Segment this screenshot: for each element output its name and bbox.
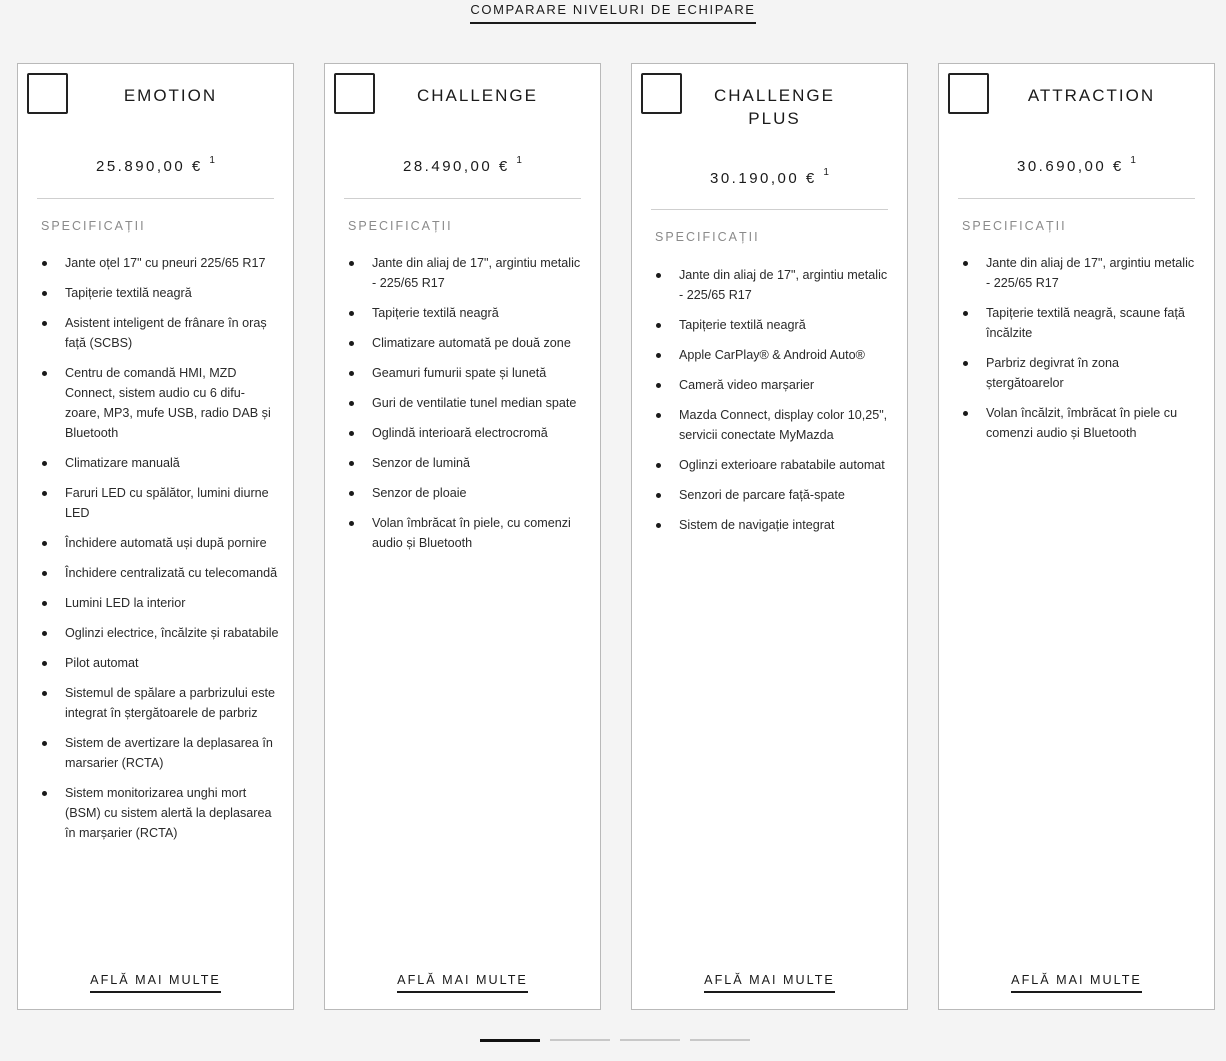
price-value: 28.490,00 € xyxy=(403,158,510,175)
feature-item: Sistem de navigație integrat xyxy=(655,515,893,535)
feature-item: Sistem monitorizarea unghi mort (BSM) cu sistem alertă la deplasarea în marșarier (RCTA) xyxy=(41,783,279,843)
learn-more-link[interactable]: AFLĂ MAI MULTE xyxy=(704,973,835,993)
compare-checkbox[interactable] xyxy=(641,73,682,114)
price-footnote: 1 xyxy=(1130,155,1136,166)
price-footnote: 1 xyxy=(823,167,829,178)
learn-more-link[interactable]: AFLĂ MAI MULTE xyxy=(397,973,528,993)
feature-item: Pilot automat xyxy=(41,653,279,673)
feature-item: Climatizare automată pe două zone xyxy=(348,333,586,353)
feature-item: Climatizare manuală xyxy=(41,453,279,473)
compare-checkbox[interactable] xyxy=(334,73,375,114)
divider xyxy=(37,198,274,199)
divider xyxy=(651,209,888,210)
trim-cards xyxy=(17,63,1210,1010)
pager-dot[interactable] xyxy=(550,1039,610,1041)
more-link-wrap xyxy=(632,971,907,993)
price-value: 30.690,00 € xyxy=(1017,158,1124,175)
feature-item: Guri de ventilatie tunel median spate xyxy=(348,393,586,413)
trim-title: CHALLENGE PLUS xyxy=(714,86,835,128)
price-footnote: 1 xyxy=(209,155,215,166)
more-link-wrap xyxy=(325,971,600,993)
trim-card-challenge-plus xyxy=(631,63,908,1010)
feature-item: Senzor de lumină xyxy=(348,453,586,473)
feature-list xyxy=(655,265,893,545)
price-value: 30.190,00 € xyxy=(710,170,817,187)
feature-item: Oglinzi exterioare rabatabile automat xyxy=(655,455,893,475)
feature-item: Sistem de avertizare la deplasarea în marsarier (RCTA) xyxy=(41,733,279,773)
feature-item: Tapițerie textilă neagră xyxy=(41,283,279,303)
feature-list xyxy=(41,253,279,853)
feature-list xyxy=(348,253,586,563)
feature-item: Parbriz degivrat în zona ștergătoarelor xyxy=(962,353,1200,393)
compare-checkbox[interactable] xyxy=(27,73,68,114)
trim-title: EMOTION xyxy=(123,86,218,105)
compare-header xyxy=(0,0,1226,24)
trim-card-attraction xyxy=(938,63,1215,1010)
feature-item: Lumini LED la interior xyxy=(41,593,279,613)
pager-dot[interactable] xyxy=(620,1039,680,1041)
compare-trims-link[interactable]: COMPARARE NIVELURI DE ECHIPARE xyxy=(470,2,755,24)
trim-price xyxy=(18,157,293,175)
feature-item: Volan îmbrăcat în piele, cu comenzi audio și Bluetooth xyxy=(348,513,586,553)
feature-item: Oglinzi electrice, încălzite și rabatabile xyxy=(41,623,279,643)
feature-item: Senzor de ploaie xyxy=(348,483,586,503)
feature-item: Volan încălzit, îmbrăcat în piele cu comenzi audio și Bluetooth xyxy=(962,403,1200,443)
feature-item: Jante din aliaj de 17", argintiu metalic - 225/65 R17 xyxy=(962,253,1200,293)
feature-item: Tapițerie textilă neagră xyxy=(348,303,586,323)
feature-item: Oglindă interioară electrocromă xyxy=(348,423,586,443)
spec-heading: SPECIFICAȚII xyxy=(41,219,146,233)
feature-item: Tapițerie textilă neagră, scaune față încălzite xyxy=(962,303,1200,343)
divider xyxy=(344,198,581,199)
price-footnote: 1 xyxy=(516,155,522,166)
spec-heading: SPECIFICAȚII xyxy=(348,219,453,233)
feature-item: Tapițerie textilă neagră xyxy=(655,315,893,335)
feature-item: Mazda Connect, display color 10,25", servicii conectate MyMazda xyxy=(655,405,893,445)
compare-checkbox[interactable] xyxy=(948,73,989,114)
feature-item: Sistemul de spălare a parbrizului este integrat în ștergătoarele de parbriz xyxy=(41,683,279,723)
trim-title: ATTRACTION xyxy=(1027,86,1156,105)
more-link-wrap xyxy=(18,971,293,993)
divider xyxy=(958,198,1195,199)
feature-item: Cameră video marșarier xyxy=(655,375,893,395)
trim-price xyxy=(939,157,1214,175)
pager-dot[interactable] xyxy=(480,1039,540,1042)
pager-dot[interactable] xyxy=(690,1039,750,1041)
trim-card-challenge xyxy=(324,63,601,1010)
feature-item: Jante din aliaj de 17", argintiu metalic - 225/65 R17 xyxy=(348,253,586,293)
feature-item: Închidere automată uși după pornire xyxy=(41,533,279,553)
trim-card-emotion xyxy=(17,63,294,1010)
feature-item: Închidere centralizată cu telecomandă xyxy=(41,563,279,583)
spec-heading: SPECIFICAȚII xyxy=(962,219,1067,233)
feature-item: Geamuri fumurii spate și lunetă xyxy=(348,363,586,383)
trim-price xyxy=(632,169,907,187)
feature-item: Jante oțel 17" cu pneuri 225/65 R17 xyxy=(41,253,279,273)
feature-item: Senzori de parcare față-spate xyxy=(655,485,893,505)
feature-item: Centru de comandă HMI, MZD Connect, sistem audio cu 6 difu-zoare, MP3, mufe USB, radio DAB și Bluetooth xyxy=(41,363,279,443)
feature-item: Apple CarPlay® & Android Auto® xyxy=(655,345,893,365)
feature-item: Faruri LED cu spălător, lumini diurne LED xyxy=(41,483,279,523)
feature-list xyxy=(962,253,1200,453)
feature-item: Jante din aliaj de 17", argintiu metalic - 225/65 R17 xyxy=(655,265,893,305)
learn-more-link[interactable]: AFLĂ MAI MULTE xyxy=(90,973,221,993)
spec-heading: SPECIFICAȚII xyxy=(655,230,760,244)
trim-title: CHALLENGE xyxy=(417,86,538,105)
more-link-wrap xyxy=(939,971,1214,993)
learn-more-link[interactable]: AFLĂ MAI MULTE xyxy=(1011,973,1142,993)
feature-item: Asistent inteligent de frânare în oraș față (SCBS) xyxy=(41,313,279,353)
trim-price xyxy=(325,157,600,175)
price-value: 25.890,00 € xyxy=(96,158,203,175)
